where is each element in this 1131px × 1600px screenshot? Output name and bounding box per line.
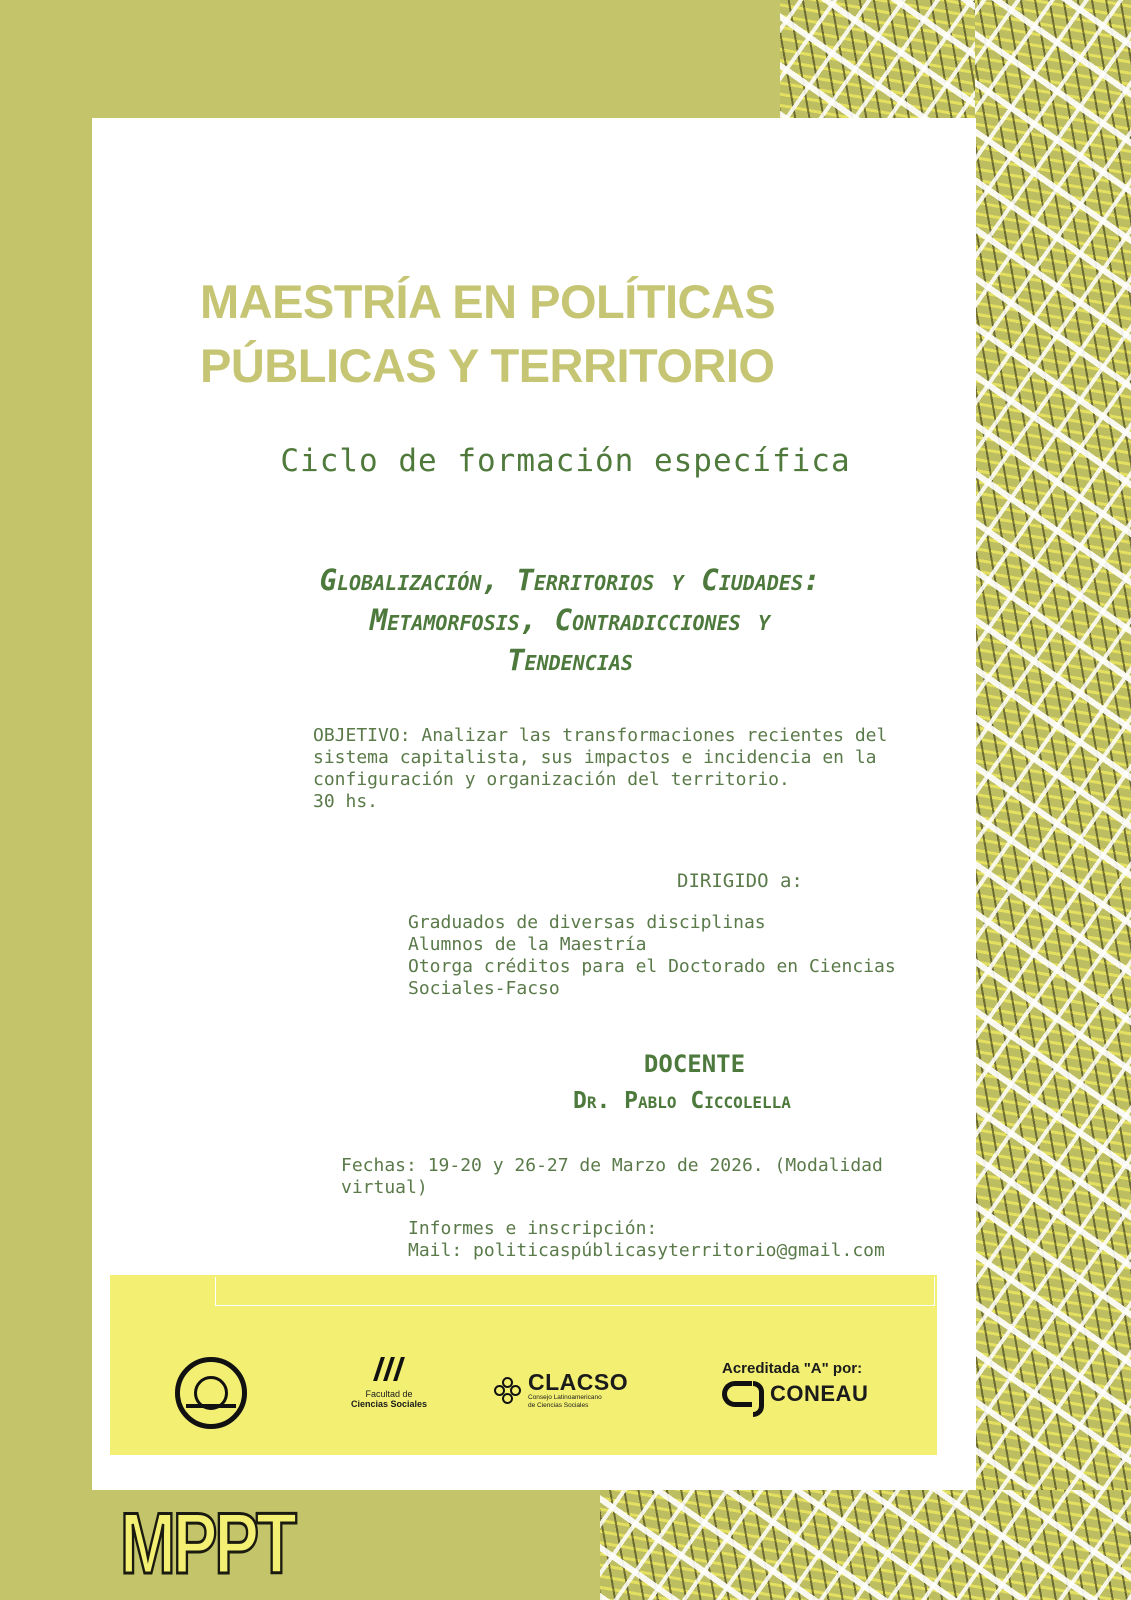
program-title-line: PÚBLICAS Y TERRITORIO	[200, 339, 775, 392]
audience-item: Otorga créditos para el Doctorado en Ciencias	[408, 956, 896, 977]
teacher-name: Dr. Pablo Ciccolella	[573, 1088, 791, 1114]
audience-item: Graduados de diversas disciplinas	[408, 912, 766, 933]
clacso-subtitle: Consejo Latinoamericano	[528, 1394, 602, 1401]
objective-line: OBJETIVO: Analizar las transformaciones recientes del	[313, 725, 888, 746]
clacso-knot-icon	[494, 1377, 522, 1405]
course-title-line: Globalización, Territorios y Ciudades:	[319, 563, 821, 597]
coneau-name: CONEAU	[770, 1381, 869, 1406]
audience-item: Sociales-Facso	[408, 978, 560, 999]
top-olive-band	[0, 0, 790, 118]
accreditation-text: Acreditada "A" por:	[722, 1360, 863, 1377]
cycle-subtitle: Ciclo de formación específica	[280, 443, 851, 479]
objective-text	[313, 725, 923, 813]
contact-label: Informes e inscripción:	[408, 1218, 658, 1239]
objective-line: sistema capitalista, sus impactos e incidencia en la	[313, 747, 877, 768]
university-seal-logo	[175, 1357, 247, 1429]
fcs-mark-icon	[371, 1355, 407, 1383]
coneau-mark-icon	[722, 1381, 752, 1407]
map-pattern-right	[975, 0, 1131, 1600]
clacso-name: CLACSO	[528, 1369, 629, 1395]
clacso-logo	[494, 1371, 628, 1410]
mppt-logo: MPPT	[120, 1496, 294, 1592]
teacher-label: DOCENTE	[643, 1050, 746, 1078]
fcs-logo-text-bold: Ciencias Sociales	[350, 1399, 428, 1409]
facultad-ciencias-sociales-logo	[338, 1355, 440, 1409]
fcs-logo-text: Facultad de	[365, 1389, 413, 1399]
course-title-line: Metamorfosis, Contradicciones y	[369, 603, 771, 637]
program-title-line: MAESTRÍA EN POLÍTICAS	[200, 275, 776, 328]
dates-line: Fechas: 19-20 y 26-27 de Marzo de 2026. (Modalidad	[341, 1155, 883, 1176]
program-title	[200, 270, 840, 398]
course-title	[170, 560, 970, 680]
objective-line: 30 hs.	[313, 791, 379, 812]
audience-list	[408, 912, 933, 1000]
audience-item: Alumnos de la Maestría	[408, 934, 647, 955]
objective-line: configuración y organización del territorio.	[313, 769, 790, 790]
contact-info	[408, 1218, 948, 1262]
coneau-accreditation-logo	[722, 1360, 868, 1407]
dates-text	[341, 1155, 926, 1199]
dates-line: virtual)	[341, 1177, 428, 1198]
seal-bar	[186, 1404, 236, 1408]
contact-email: Mail: politicaspúblicasyterritorio@gmail.com	[408, 1240, 885, 1261]
clacso-subtitle: de Ciencias Sociales	[528, 1402, 589, 1409]
audience-label: DIRIGIDO a:	[677, 870, 803, 892]
footer-divider	[215, 1277, 935, 1306]
course-title-line: Tendencias	[507, 643, 633, 677]
map-pattern-bottom	[600, 1490, 1131, 1600]
